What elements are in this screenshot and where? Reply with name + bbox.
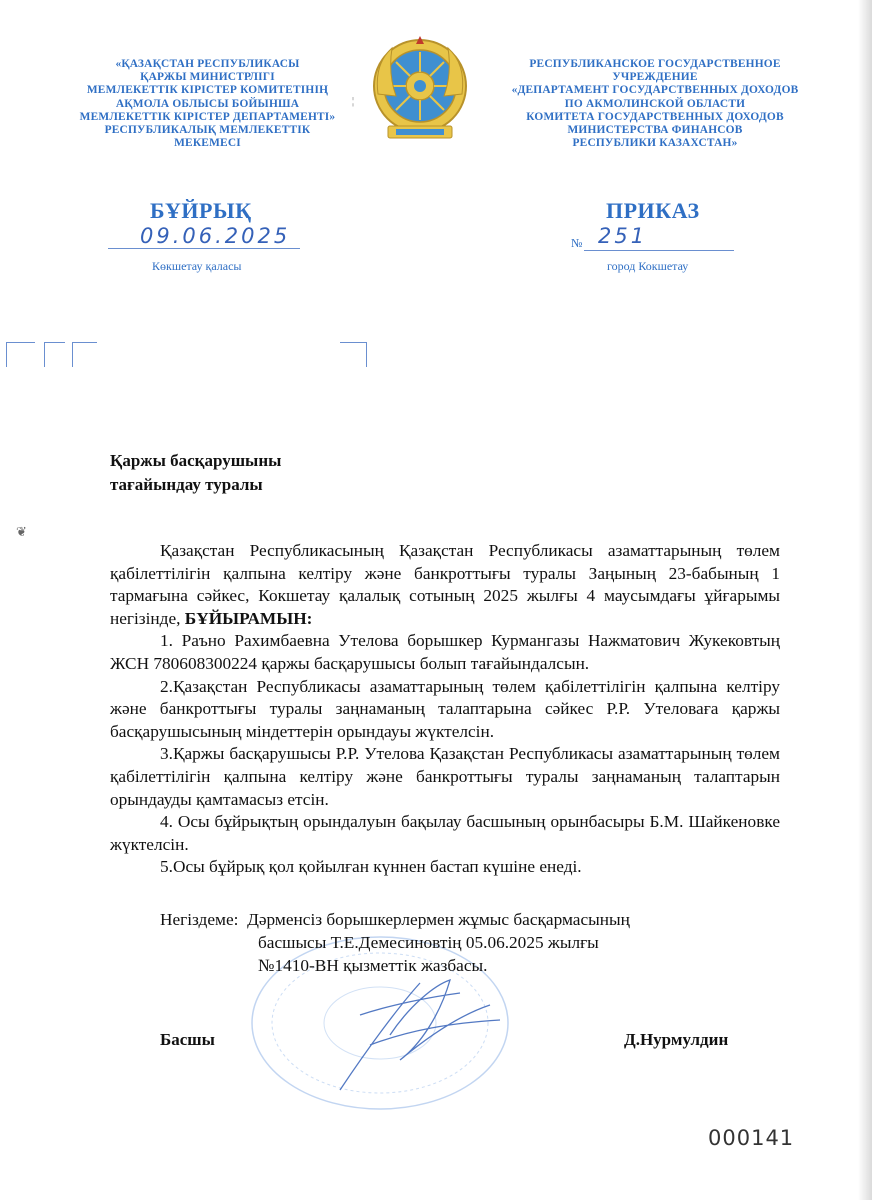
number-sign: № (571, 236, 583, 250)
corner-mark (44, 342, 65, 367)
scan-speck: ¦ (352, 96, 355, 107)
order-item: 3.Қаржы басқарушысы Р.Р. Утелова Қазақстан Республикасы азаматтарының төлем қабілеттілігін қалпына келтіру және банкроттығы туралы заңнаманың талаптарын орындауды қамтамасыз етсін. (110, 744, 780, 809)
order-item: 4. Осы бұйрықтың орындалуын бақылау басшының орынбасыры Б.М. Шайкеновке жүктелсін. (110, 812, 780, 854)
kazakhstan-state-emblem-icon (370, 34, 470, 144)
header-left-line: МЕМЛЕКЕТТІК КІРІСТЕР ДЕПАРТАМЕНТІ» (79, 110, 336, 123)
order-body (110, 540, 780, 879)
order-item: 1. Раъно Рахимбаевна Утелова борышкер Курмангазы Нажматович Жукековтың ЖСН 780608300224 қаржы басқарушысы болып тағайындалсын. (110, 631, 780, 673)
order-subject (110, 449, 281, 497)
subject-line: Қаржы басқарушыны (110, 451, 282, 470)
basis-first-row (160, 909, 630, 932)
order-item: 2.Қазақстан Республикасы азаматтарының төлем қабілеттілігін қалпына келтіру және банкроттығы туралы заңнаманың талаптарына сәйкес Р.Р. Утеловаға қаржы басқарушысының міндеттерін орындауы жүктелсін. (110, 676, 780, 741)
preamble-text: Қазақстан Республикасының Қазақстан Республикасы азаматтарының төлем қабілеттілігін қалпына келтіру және банкроттығы туралы Заңының 23-бабының 1 тармағына сәйкес, Кокшетау қалалық сотының 2025 жылғы 4 маусымдағы ұйғарымы негізінде, (110, 541, 780, 628)
handwritten-signature (300, 975, 530, 1095)
signatory-name: Д.Нурмулдин (624, 1030, 729, 1049)
scan-edge-shadow (858, 0, 872, 1200)
order-word: БҰЙЫРАМЫН: (184, 608, 313, 628)
header-right-line: РЕСПУБЛИКАНСКОЕ ГОСУДАРСТВЕННОЕ (529, 58, 781, 70)
header-left-line: МЕКЕМЕСІ (174, 137, 241, 150)
order-item: 5.Осы бұйрық қол қойылған күннен бастап күшіне енеді. (160, 857, 582, 877)
number-underline (584, 250, 734, 251)
city-kazakh: Көкшетау қаласы (152, 259, 242, 273)
corner-mark (340, 342, 367, 367)
corner-mark (6, 342, 35, 367)
header-right-line: КОМИТЕТА ГОСУДАРСТВЕННЫХ ДОХОДОВ (526, 110, 784, 123)
header-left-line: АҚМОЛА ОБЛЫСЫ БОЙЫНША (115, 97, 300, 110)
order-number-handwritten: 251 (598, 224, 648, 248)
header-right-line: МИНИСТЕРСТВА ФИНАНСОВ (567, 124, 743, 137)
order-basis (160, 909, 630, 977)
header-right-line: УЧРЕЖДЕНИЕ (612, 71, 698, 84)
header-right-line: «ДЕПАРТАМЕНТ ГОСУДАРСТВЕННЫХ ДОХОДОВ (511, 84, 799, 97)
header-right-line: ПО АКМОЛИНСКОЙ ОБЛАСТИ (564, 97, 746, 110)
basis-line: Дәрменсіз борышкерлермен жұмыс басқармасының (247, 910, 630, 929)
order-title-kazakh: БҰЙРЫҚ (150, 198, 252, 223)
order-title-russian: ПРИКАЗ (606, 198, 700, 223)
scan-speck: ❦ (16, 524, 27, 539)
order-date-handwritten: 09.06.2025 (140, 224, 291, 248)
subject-line: тағайындау туралы (110, 475, 263, 494)
header-kazakh-institution (60, 58, 355, 150)
city-russian: город Кокшетау (607, 259, 689, 273)
header-russian-institution (500, 58, 810, 150)
corner-mark (72, 342, 97, 367)
preamble-paragraph (110, 540, 780, 630)
basis-line: басшысы Т.Е.Демесиновтің 05.06.2025 жылғы (258, 932, 599, 952)
form-serial-number: 000141 (708, 1126, 795, 1150)
header-left-line: ҚАРЖЫ МИНИСТРЛІГІ (140, 71, 275, 84)
signatory-title: Басшы (160, 1030, 215, 1049)
header-right-line: РЕСПУБЛИКИ КАЗАХСТАН» (572, 137, 738, 150)
header-left-line: РЕСПУБЛИКАЛЫҚ МЕМЛЕКЕТТІК (104, 124, 311, 137)
basis-label: Негіздеме: (160, 910, 239, 929)
header-left-line: МЕМЛЕКЕТТІК КІРІСТЕР КОМИТЕТІНІҢ (86, 84, 329, 97)
basis-line: №1410-ВН қызметтік жазбасы. (258, 955, 488, 975)
date-underline (108, 248, 300, 249)
header-left-line: «ҚАЗАҚСТАН РЕСПУБЛИКАСЫ (115, 58, 300, 70)
